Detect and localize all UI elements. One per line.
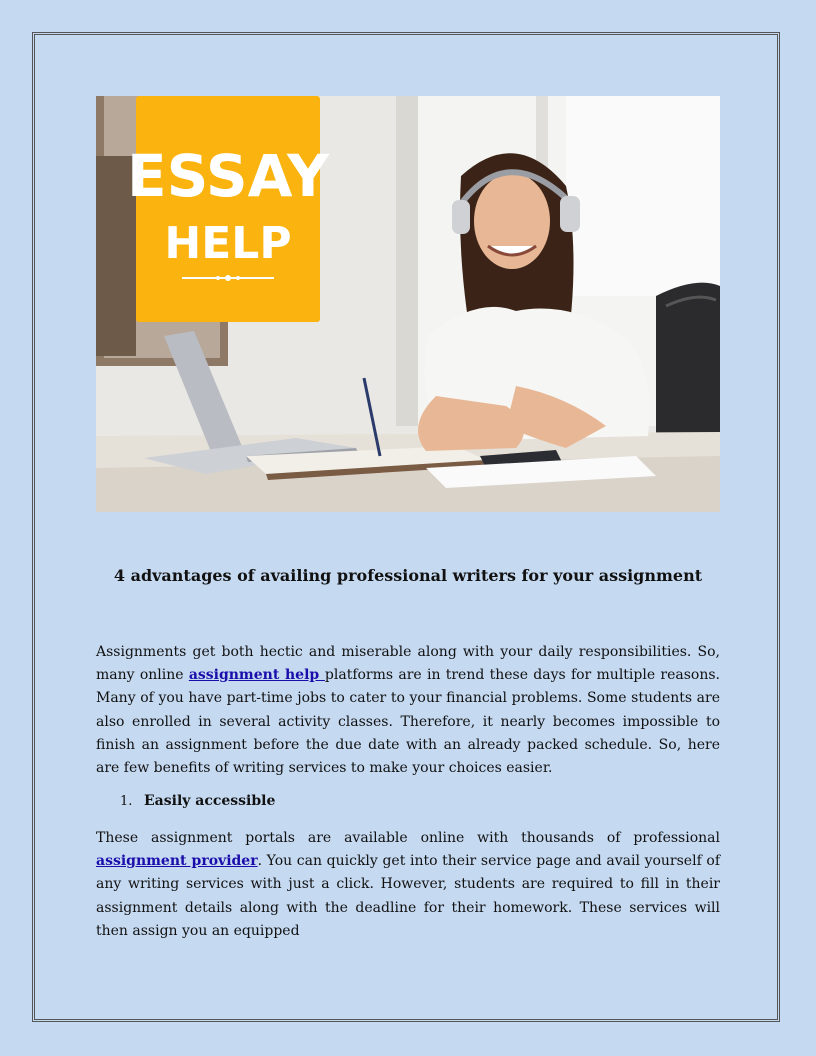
intro-paragraph	[96, 641, 720, 780]
intro-text-after: platforms are in trend these days for multiple reasons. Many of you have part-time jobs to cater to your financial problems. Some students are also enrolled in several activity classes. Therefore, it nearly becomes impossible to finish an assignment before the due date with an already packed schedule. So, here are few benefits of writing services to make your choices easier.	[96, 667, 720, 777]
list-item-easily-accessible	[120, 793, 275, 809]
assignment-provider-link[interactable]: assignment provider	[96, 853, 258, 870]
page-title: 4 advantages of availing professional writers for your assignment	[113, 566, 703, 585]
accessible-paragraph	[96, 827, 720, 943]
intro-text-before: Assignments get both hectic and miserable along with your daily responsibilities. So, many online	[96, 644, 720, 684]
assignment-help-link[interactable]: assignment help	[188, 667, 325, 684]
hero-image	[96, 96, 720, 512]
accessible-text-before: These assignment portals are available online with thousands of professional	[96, 830, 720, 846]
sign-text-essay: ESSAY	[127, 142, 329, 210]
list-label: Easily accessible	[144, 793, 276, 809]
list-number: 1.	[120, 794, 133, 809]
accessible-text-after: . You can quickly get into their service page and avail yourself of any writing services with just a click. However, students are required to fill in their assignment details along with the deadline for their homework. These services will then assign you an equipped	[96, 853, 721, 939]
sign-text-help: HELP	[164, 218, 292, 269]
